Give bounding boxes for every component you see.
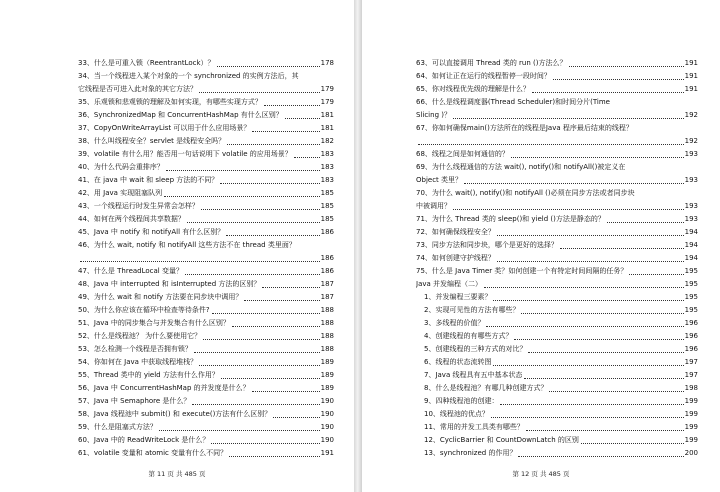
toc-entry[interactable]	[78, 252, 334, 265]
toc-entry-title: 70、为什么 wait(), notify()和 notifyAll ()必须在同步方法或者同步块	[416, 189, 635, 197]
toc-entry-title: 68、线程之间是如何通信的？	[416, 150, 509, 158]
toc-entry[interactable]	[78, 278, 334, 291]
toc-page-number: 193	[684, 215, 698, 223]
toc-entry-title: 36、SynchronizedMap 和 ConcurrentHashMap 有什么区别？	[78, 111, 283, 119]
toc-page-number: 196	[684, 332, 698, 340]
toc-entry[interactable]	[416, 278, 698, 291]
toc-entry-title: 11、常用的并发工具类有哪些？	[424, 423, 524, 431]
toc-leader-dots	[453, 209, 684, 210]
toc-leader-dots	[185, 274, 320, 275]
toc-leader-dots	[607, 222, 684, 223]
toc-page-number: 191	[684, 85, 698, 93]
toc-leader-dots	[528, 352, 683, 353]
toc-entry[interactable]	[416, 96, 698, 109]
toc-page-number: 196	[684, 319, 698, 327]
toc-page-number: 193	[684, 176, 698, 184]
toc-entry[interactable]	[78, 382, 334, 395]
toc-entry[interactable]	[416, 421, 698, 434]
toc-page-number: 186	[320, 267, 334, 275]
toc-page-number: 199	[684, 423, 698, 431]
toc-entry-title: 55、Thread 类中的 yield 方法有什么作用？	[78, 371, 219, 379]
toc-entry[interactable]	[416, 70, 698, 83]
toc-leader-dots	[194, 352, 320, 353]
toc-entry-title: 65、你对线程优先级的理解是什么？	[416, 85, 530, 93]
toc-entry-title: 40、为什么代码会重排序？	[78, 163, 164, 171]
toc-entry-title: 5、创建线程的三种方式的对比？	[424, 345, 527, 353]
toc-leader-dots	[497, 261, 684, 262]
toc-entry[interactable]	[416, 226, 698, 239]
left-page	[0, 0, 354, 492]
toc-leader-dots	[252, 131, 319, 132]
toc-entry[interactable]	[78, 83, 334, 96]
toc-entry[interactable]	[78, 187, 334, 200]
toc-page-number: 196	[684, 345, 698, 353]
toc-leader-dots	[211, 443, 319, 444]
toc-leader-dots	[464, 183, 684, 184]
toc-page-number: 190	[320, 423, 334, 431]
toc-entry[interactable]	[416, 187, 698, 200]
toc-page-number: 191	[320, 449, 334, 457]
toc-entry[interactable]	[78, 109, 334, 122]
toc-page-number: 194	[684, 241, 698, 249]
toc-page-number: 185	[320, 215, 334, 223]
toc-leader-dots	[500, 404, 683, 405]
toc-leader-dots	[203, 339, 319, 340]
toc-leader-dots	[164, 196, 319, 197]
toc-page-number: 187	[320, 280, 334, 288]
toc-page-number: 189	[320, 371, 334, 379]
toc-leader-dots	[569, 66, 684, 67]
toc-entry-title: 48、Java 中 interrupted 和 isInterrupted 方法的区别？	[78, 280, 261, 288]
toc-entry-title: 41、在 java 中 wait 和 sleep 方法的不同？	[78, 176, 219, 184]
toc-entry-title: 66、什么是线程调度器(Thread Scheduler)和时间分片(Time	[416, 98, 610, 106]
toc-leader-dots	[560, 248, 684, 249]
toc-entry-title: 45、Java 中 notify 和 notifyAll 有什么区别？	[78, 228, 225, 236]
toc-entry[interactable]	[416, 408, 698, 421]
toc-page-number: 182	[320, 137, 334, 145]
toc-page-number: 188	[320, 319, 334, 327]
right-page	[362, 0, 720, 492]
toc-leader-dots	[262, 287, 319, 288]
toc-page-number: 193	[684, 150, 698, 158]
toc-entry-title: 1、并发编程三要素？	[424, 293, 492, 301]
toc-leader-dots	[294, 157, 320, 158]
toc-page-number: 197	[684, 358, 698, 366]
toc-entry-title: 42、用 Java 实现阻塞队列	[78, 189, 163, 197]
toc-entry-title: 74、如何创建守护线程？	[416, 254, 495, 262]
toc-entry-title: 10、线程池的优点？	[424, 410, 489, 418]
toc-page-number: 185	[320, 189, 334, 197]
toc-page-number: 199	[684, 436, 698, 444]
toc-page-number: 197	[684, 371, 698, 379]
toc-leader-dots	[491, 417, 684, 418]
toc-page-number: 186	[320, 228, 334, 236]
toc-leader-dots	[227, 144, 320, 145]
toc-entry[interactable]	[416, 304, 698, 317]
toc-page-number: 179	[320, 98, 334, 106]
toc-entry[interactable]	[416, 148, 698, 161]
toc-entry[interactable]	[416, 265, 698, 278]
toc-entry-title: 54、你如何在 Java 中获取线程堆栈？	[78, 358, 198, 366]
toc-page-number: 199	[684, 410, 698, 418]
toc-entry-title: Object 类里？	[416, 176, 463, 184]
toc-entry[interactable]	[416, 317, 698, 330]
toc-page-number: 190	[320, 436, 334, 444]
toc-page-number: 187	[320, 293, 334, 301]
toc-entry[interactable]	[78, 200, 334, 213]
toc-entry[interactable]	[416, 57, 698, 70]
toc-entry[interactable]	[416, 395, 698, 408]
toc-page-number: 189	[320, 384, 334, 392]
toc-page-number: 194	[684, 228, 698, 236]
toc-entry-title: 3、多线程的价值？	[424, 319, 485, 327]
toc-entry-title: 52、什么是线程池？ 为什么要使用它？	[78, 332, 202, 340]
toc-page-number: 188	[320, 332, 334, 340]
toc-entry[interactable]	[416, 83, 698, 96]
toc-entry[interactable]	[78, 135, 334, 148]
toc-entry-title: 6、线程的状态流转图	[424, 358, 492, 366]
toc-leader-dots	[532, 92, 684, 93]
toc-entry-title: 50、为什么你应该在循环中检查等待条件?	[78, 306, 210, 314]
toc-entry-title: 35、乐观锁和悲观锁的理解及如何实现，有哪些实现方式？	[78, 98, 262, 106]
toc-page-number: 190	[320, 397, 334, 405]
toc-page-number: 195	[684, 306, 698, 314]
toc-entry-title: 12、CyclicBarrier 和 CountDownLatch 的区别	[424, 436, 579, 444]
toc-leader-dots	[521, 313, 683, 314]
toc-leader-dots	[201, 209, 320, 210]
toc-entry[interactable]	[78, 304, 334, 317]
toc-entry[interactable]	[416, 330, 698, 343]
toc-leader-dots	[273, 417, 319, 418]
toc-leader-dots	[493, 365, 683, 366]
toc-page-number: 193	[684, 202, 698, 210]
toc-leader-dots	[192, 404, 319, 405]
toc-entry[interactable]	[416, 252, 698, 265]
left-toc	[78, 57, 334, 460]
toc-leader-dots	[418, 144, 684, 145]
toc-entry[interactable]	[416, 447, 698, 460]
toc-page-number: 199	[684, 397, 698, 405]
toc-entry-title: 75、什么是 Java Timer 类？如何创建一个有特定时间间隔的任务？	[416, 267, 628, 275]
toc-page-number: 186	[320, 254, 334, 262]
toc-entry[interactable]	[78, 447, 334, 460]
toc-entry-title: 44、如何在两个线程间共享数据？	[78, 215, 185, 223]
toc-entry-title: 13、synchronized 的作用？	[424, 449, 517, 457]
toc-leader-dots	[166, 170, 320, 171]
toc-entry-title: 59、什么是阻塞式方法？	[78, 423, 157, 431]
toc-entry[interactable]	[78, 122, 334, 135]
toc-leader-dots	[229, 456, 320, 457]
toc-leader-dots	[285, 118, 320, 119]
toc-entry[interactable]	[416, 291, 698, 304]
toc-leader-dots	[226, 235, 319, 236]
toc-page-number: 181	[320, 111, 334, 119]
toc-page-number: 188	[320, 306, 334, 314]
toc-entry[interactable]	[78, 239, 334, 252]
toc-entry[interactable]	[416, 122, 698, 135]
toc-entry-title: Slicing )？	[416, 111, 451, 119]
toc-entry[interactable]	[416, 434, 698, 447]
toc-page-number: 188	[320, 345, 334, 353]
toc-leader-dots	[526, 430, 684, 431]
toc-page-number: 195	[684, 267, 698, 275]
toc-entry[interactable]	[416, 200, 698, 213]
toc-page-number: 179	[320, 85, 334, 93]
toc-entry-title: 2、实现可见性的方法有哪些？	[424, 306, 520, 314]
toc-entry[interactable]	[78, 265, 334, 278]
toc-leader-dots	[453, 118, 684, 119]
toc-page-number: 181	[320, 124, 334, 132]
toc-entry[interactable]	[78, 161, 334, 174]
toc-leader-dots	[244, 300, 319, 301]
toc-leader-dots	[514, 339, 683, 340]
toc-entry-title: 46、为什么 wait, notify 和 notifyAll 这些方法不在 thread 类里面？	[78, 241, 296, 249]
toc-leader-dots	[486, 326, 683, 327]
toc-entry[interactable]	[78, 369, 334, 382]
toc-leader-dots	[629, 274, 683, 275]
toc-page-number: 192	[684, 111, 698, 119]
toc-leader-dots	[252, 391, 320, 392]
toc-entry[interactable]	[78, 174, 334, 187]
toc-entry[interactable]	[78, 343, 334, 356]
toc-entry[interactable]	[416, 161, 698, 174]
toc-page-number: 190	[320, 410, 334, 418]
toc-leader-dots	[518, 456, 683, 457]
toc-entry[interactable]	[416, 213, 698, 226]
toc-leader-dots	[212, 313, 320, 314]
toc-leader-dots	[264, 105, 320, 106]
toc-page-number: 185	[320, 202, 334, 210]
toc-page-number: 195	[684, 280, 698, 288]
toc-entry-title: 49、为什么 wait 和 notify 方法要在同步块中调用？	[78, 293, 243, 301]
toc-leader-dots	[199, 92, 320, 93]
toc-leader-dots	[232, 326, 320, 327]
toc-entry-title: 34、当一个线程进入某个对象的一个 synchronized 的实例方法后，其	[78, 72, 299, 80]
toc-entry[interactable]	[78, 96, 334, 109]
toc-leader-dots	[220, 183, 319, 184]
toc-entry[interactable]	[78, 148, 334, 161]
toc-page-number: 183	[320, 176, 334, 184]
toc-entry-title: 64、如何让正在运行的线程暂停一段时间？	[416, 72, 551, 80]
toc-leader-dots	[484, 287, 684, 288]
toc-leader-dots	[524, 378, 683, 379]
toc-entry[interactable]	[78, 213, 334, 226]
toc-page-number: 198	[684, 384, 698, 392]
toc-entry[interactable]	[78, 408, 334, 421]
toc-entry[interactable]	[78, 70, 334, 83]
toc-entry[interactable]	[78, 317, 334, 330]
toc-entry-title: 61、volatile 变量和 atomic 变量有什么不同？	[78, 449, 228, 457]
toc-entry-title: 8、什么是线程池？有哪几种创建方式？	[424, 384, 548, 392]
toc-entry[interactable]	[78, 434, 334, 447]
toc-page-number: 200	[684, 449, 698, 457]
toc-leader-dots	[199, 365, 319, 366]
toc-entry-title: 69、为什么线程通信的方法 wait(), notify()和 notifyAll()被定义在	[416, 163, 626, 171]
toc-entry[interactable]	[78, 395, 334, 408]
toc-entry-title: 57、Java 中 Semaphore 是什么？	[78, 397, 191, 405]
toc-leader-dots	[493, 300, 683, 301]
toc-entry-title: 9、四种线程池的创建：	[424, 397, 499, 405]
toc-page-number: 178	[320, 59, 334, 67]
toc-page-number: 183	[320, 163, 334, 171]
toc-entry-title: 33、什么是可重入锁（ReentrantLock）？	[78, 59, 215, 67]
toc-entry[interactable]	[78, 356, 334, 369]
toc-entry[interactable]	[416, 369, 698, 382]
toc-entry[interactable]	[78, 291, 334, 304]
page-gutter	[354, 0, 362, 492]
toc-entry[interactable]	[78, 421, 334, 434]
toc-entry[interactable]	[416, 343, 698, 356]
toc-entry[interactable]	[78, 226, 334, 239]
toc-entry-title: 43、一个线程运行时发生异常会怎样？	[78, 202, 199, 210]
toc-entry-title: 4、创建线程的有哪些方式？	[424, 332, 513, 340]
toc-leader-dots	[187, 222, 320, 223]
toc-entry-title: 60、Java 中的 ReadWriteLock 是什么？	[78, 436, 210, 444]
toc-page-number: 183	[320, 150, 334, 158]
toc-entry-title: 它线程是否可进入此对象的其它方法？	[78, 85, 197, 93]
toc-entry[interactable]	[416, 174, 698, 187]
toc-entry-title: 38、什么叫线程安全？servlet 是线程安全吗？	[78, 137, 226, 145]
toc-leader-dots	[80, 261, 320, 262]
toc-entry-title: 中被调用？	[416, 202, 451, 210]
toc-entry-title: 7、Java 线程具有五中基本状态	[424, 371, 523, 379]
toc-entry-title: Java 并发编程（二）	[416, 280, 483, 288]
toc-entry-title: 51、Java 中的同步集合与并发集合有什么区别？	[78, 319, 230, 327]
toc-leader-dots	[581, 443, 684, 444]
toc-leader-dots	[549, 391, 683, 392]
toc-page-number: 194	[684, 254, 698, 262]
toc-page-number: 195	[684, 293, 698, 301]
toc-leader-dots	[221, 378, 320, 379]
toc-entry[interactable]	[416, 135, 698, 148]
toc-leader-dots	[553, 79, 684, 80]
right-page-footer: 第 12 页 共 485 页	[512, 470, 570, 478]
toc-entry[interactable]	[78, 330, 334, 343]
toc-entry-title: 37、CopyOnWriteArrayList 可以用于什么应用场景？	[78, 124, 251, 132]
toc-entry-title: 58、Java 线程池中 submit() 和 execute()方法有什么区别？	[78, 410, 272, 418]
toc-leader-dots	[511, 157, 684, 158]
toc-leader-dots	[497, 235, 684, 236]
toc-entry-title: 71、为什么 Thread 类的 sleep()和 yield ()方法是静态的？	[416, 215, 605, 223]
toc-entry-title: 72、如何确保线程安全？	[416, 228, 495, 236]
toc-entry[interactable]	[416, 239, 698, 252]
toc-entry[interactable]	[416, 109, 698, 122]
left-page-footer: 第 11 页 共 485 页	[148, 470, 206, 478]
toc-entry-title: 63、可以直接调用 Thread 类的 run ()方法么？	[416, 59, 567, 67]
toc-page-number: 189	[320, 358, 334, 366]
toc-entry[interactable]	[78, 57, 334, 70]
toc-entry-title: 73、同步方法和同步块，哪个是更好的选择？	[416, 241, 558, 249]
toc-page-number: 191	[684, 72, 698, 80]
toc-entry-title: 53、怎么检测一个线程是否拥有锁？	[78, 345, 192, 353]
toc-leader-dots	[217, 66, 320, 67]
toc-page-number: 192	[684, 137, 698, 145]
toc-entry-title: 47、什么是 ThreadLocal 变量？	[78, 267, 183, 275]
toc-entry[interactable]	[416, 356, 698, 369]
toc-entry-title: 39、volatile 有什么用？能否用一句话说明下 volatile 的应用场景？	[78, 150, 292, 158]
toc-entry[interactable]	[416, 382, 698, 395]
toc-entry-title: 56、Java 中 ConcurrentHashMap 的并发度是什么？	[78, 384, 250, 392]
toc-entry-title: 67、你如何确保main()方法所在的线程是Java 程序最后结束的线程？	[416, 124, 633, 132]
toc-leader-dots	[159, 430, 320, 431]
right-toc	[416, 57, 698, 460]
toc-page-number: 191	[684, 59, 698, 67]
